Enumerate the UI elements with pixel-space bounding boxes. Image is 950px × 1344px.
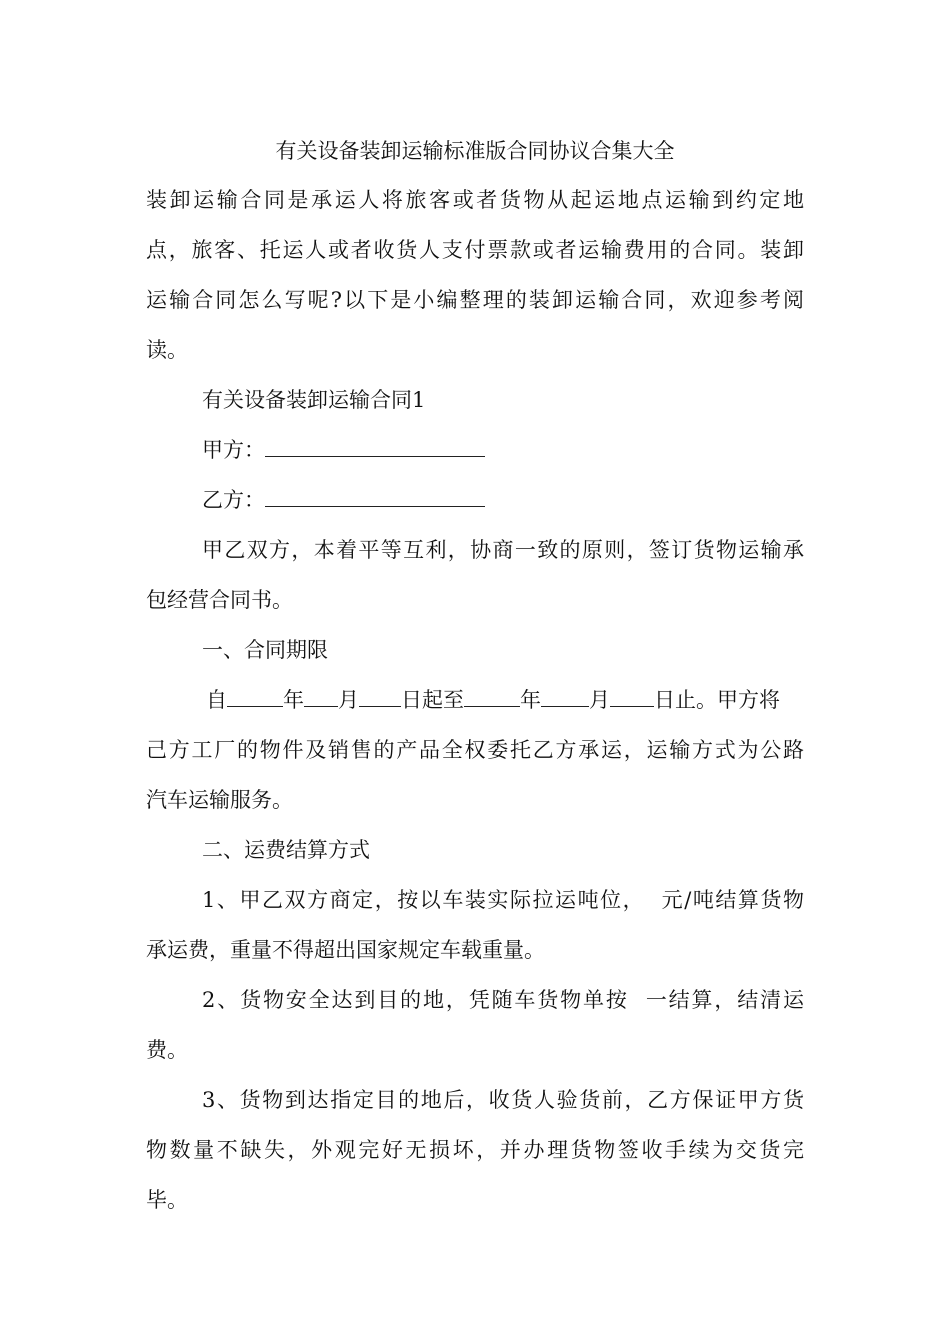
item-1-line-2: 承运费，重量不得超出国家规定车载重量。 bbox=[146, 938, 545, 962]
item-2-line-2: 费。 bbox=[146, 1038, 188, 1062]
term-line bbox=[206, 684, 780, 716]
term-month-2: 月 bbox=[589, 688, 610, 712]
item-3-line-3: 毕。 bbox=[146, 1188, 188, 1212]
intro-line-1: 装卸运输合同是承运人将旅客或者货物从起运地点运输到约定地 bbox=[146, 188, 804, 212]
blank-end-year bbox=[464, 686, 520, 707]
party-b-row bbox=[202, 484, 485, 516]
blank-end-day bbox=[610, 686, 654, 707]
blank-end-month bbox=[541, 686, 589, 707]
blank-start-year bbox=[227, 686, 283, 707]
party-b-blank bbox=[265, 486, 485, 507]
term-day-from: 日起至 bbox=[401, 688, 464, 712]
item-3-line-2: 物数量不缺失，外观完好无损坏，并办理货物签收手续为交货完 bbox=[146, 1138, 804, 1162]
blank-start-day bbox=[359, 686, 401, 707]
party-a-row bbox=[202, 434, 485, 466]
intro-line-3: 运输合同怎么写呢?以下是小编整理的装卸运输合同，欢迎参考阅 bbox=[146, 288, 804, 312]
term-from: 自 bbox=[206, 688, 227, 712]
term-year-1: 年 bbox=[283, 688, 304, 712]
section-1-line-3: 汽车运输服务。 bbox=[146, 788, 293, 812]
section-2-heading: 二、运费结算方式 bbox=[202, 838, 370, 862]
document-title: 有关设备装卸运输标准版合同协议合集大全 bbox=[275, 139, 675, 163]
party-b-label: 乙方： bbox=[202, 488, 265, 512]
item-1-line-1: 1、甲乙双方商定，按以车装实际拉运吨位， 元/吨结算货物 bbox=[202, 888, 804, 912]
preamble-line-1: 甲乙双方，本着平等互利，协商一致的原则，签订货物运输承 bbox=[202, 538, 804, 562]
section-1-heading: 一、合同期限 bbox=[202, 638, 328, 662]
blank-start-month bbox=[304, 686, 338, 707]
party-a-label: 甲方： bbox=[202, 438, 265, 462]
party-a-blank bbox=[265, 436, 485, 457]
preamble-line-2: 包经营合同书。 bbox=[146, 588, 293, 612]
contract-heading: 有关设备装卸运输合同1 bbox=[202, 388, 426, 412]
item-2-line-1: 2、货物安全达到目的地，凭随车货物单按 一结算，结清运 bbox=[202, 988, 804, 1012]
item-3-line-1: 3、货物到达指定目的地后，收货人验货前，乙方保证甲方货 bbox=[202, 1088, 804, 1112]
term-year-2: 年 bbox=[520, 688, 541, 712]
section-1-line-2: 己方工厂的物件及销售的产品全权委托乙方承运，运输方式为公路 bbox=[146, 738, 804, 762]
term-day-until: 日止。甲方将 bbox=[654, 688, 780, 712]
intro-line-2: 点，旅客、托运人或者收货人支付票款或者运输费用的合同。装卸 bbox=[146, 238, 804, 262]
intro-line-4: 读。 bbox=[146, 338, 188, 362]
term-month-1: 月 bbox=[338, 688, 359, 712]
